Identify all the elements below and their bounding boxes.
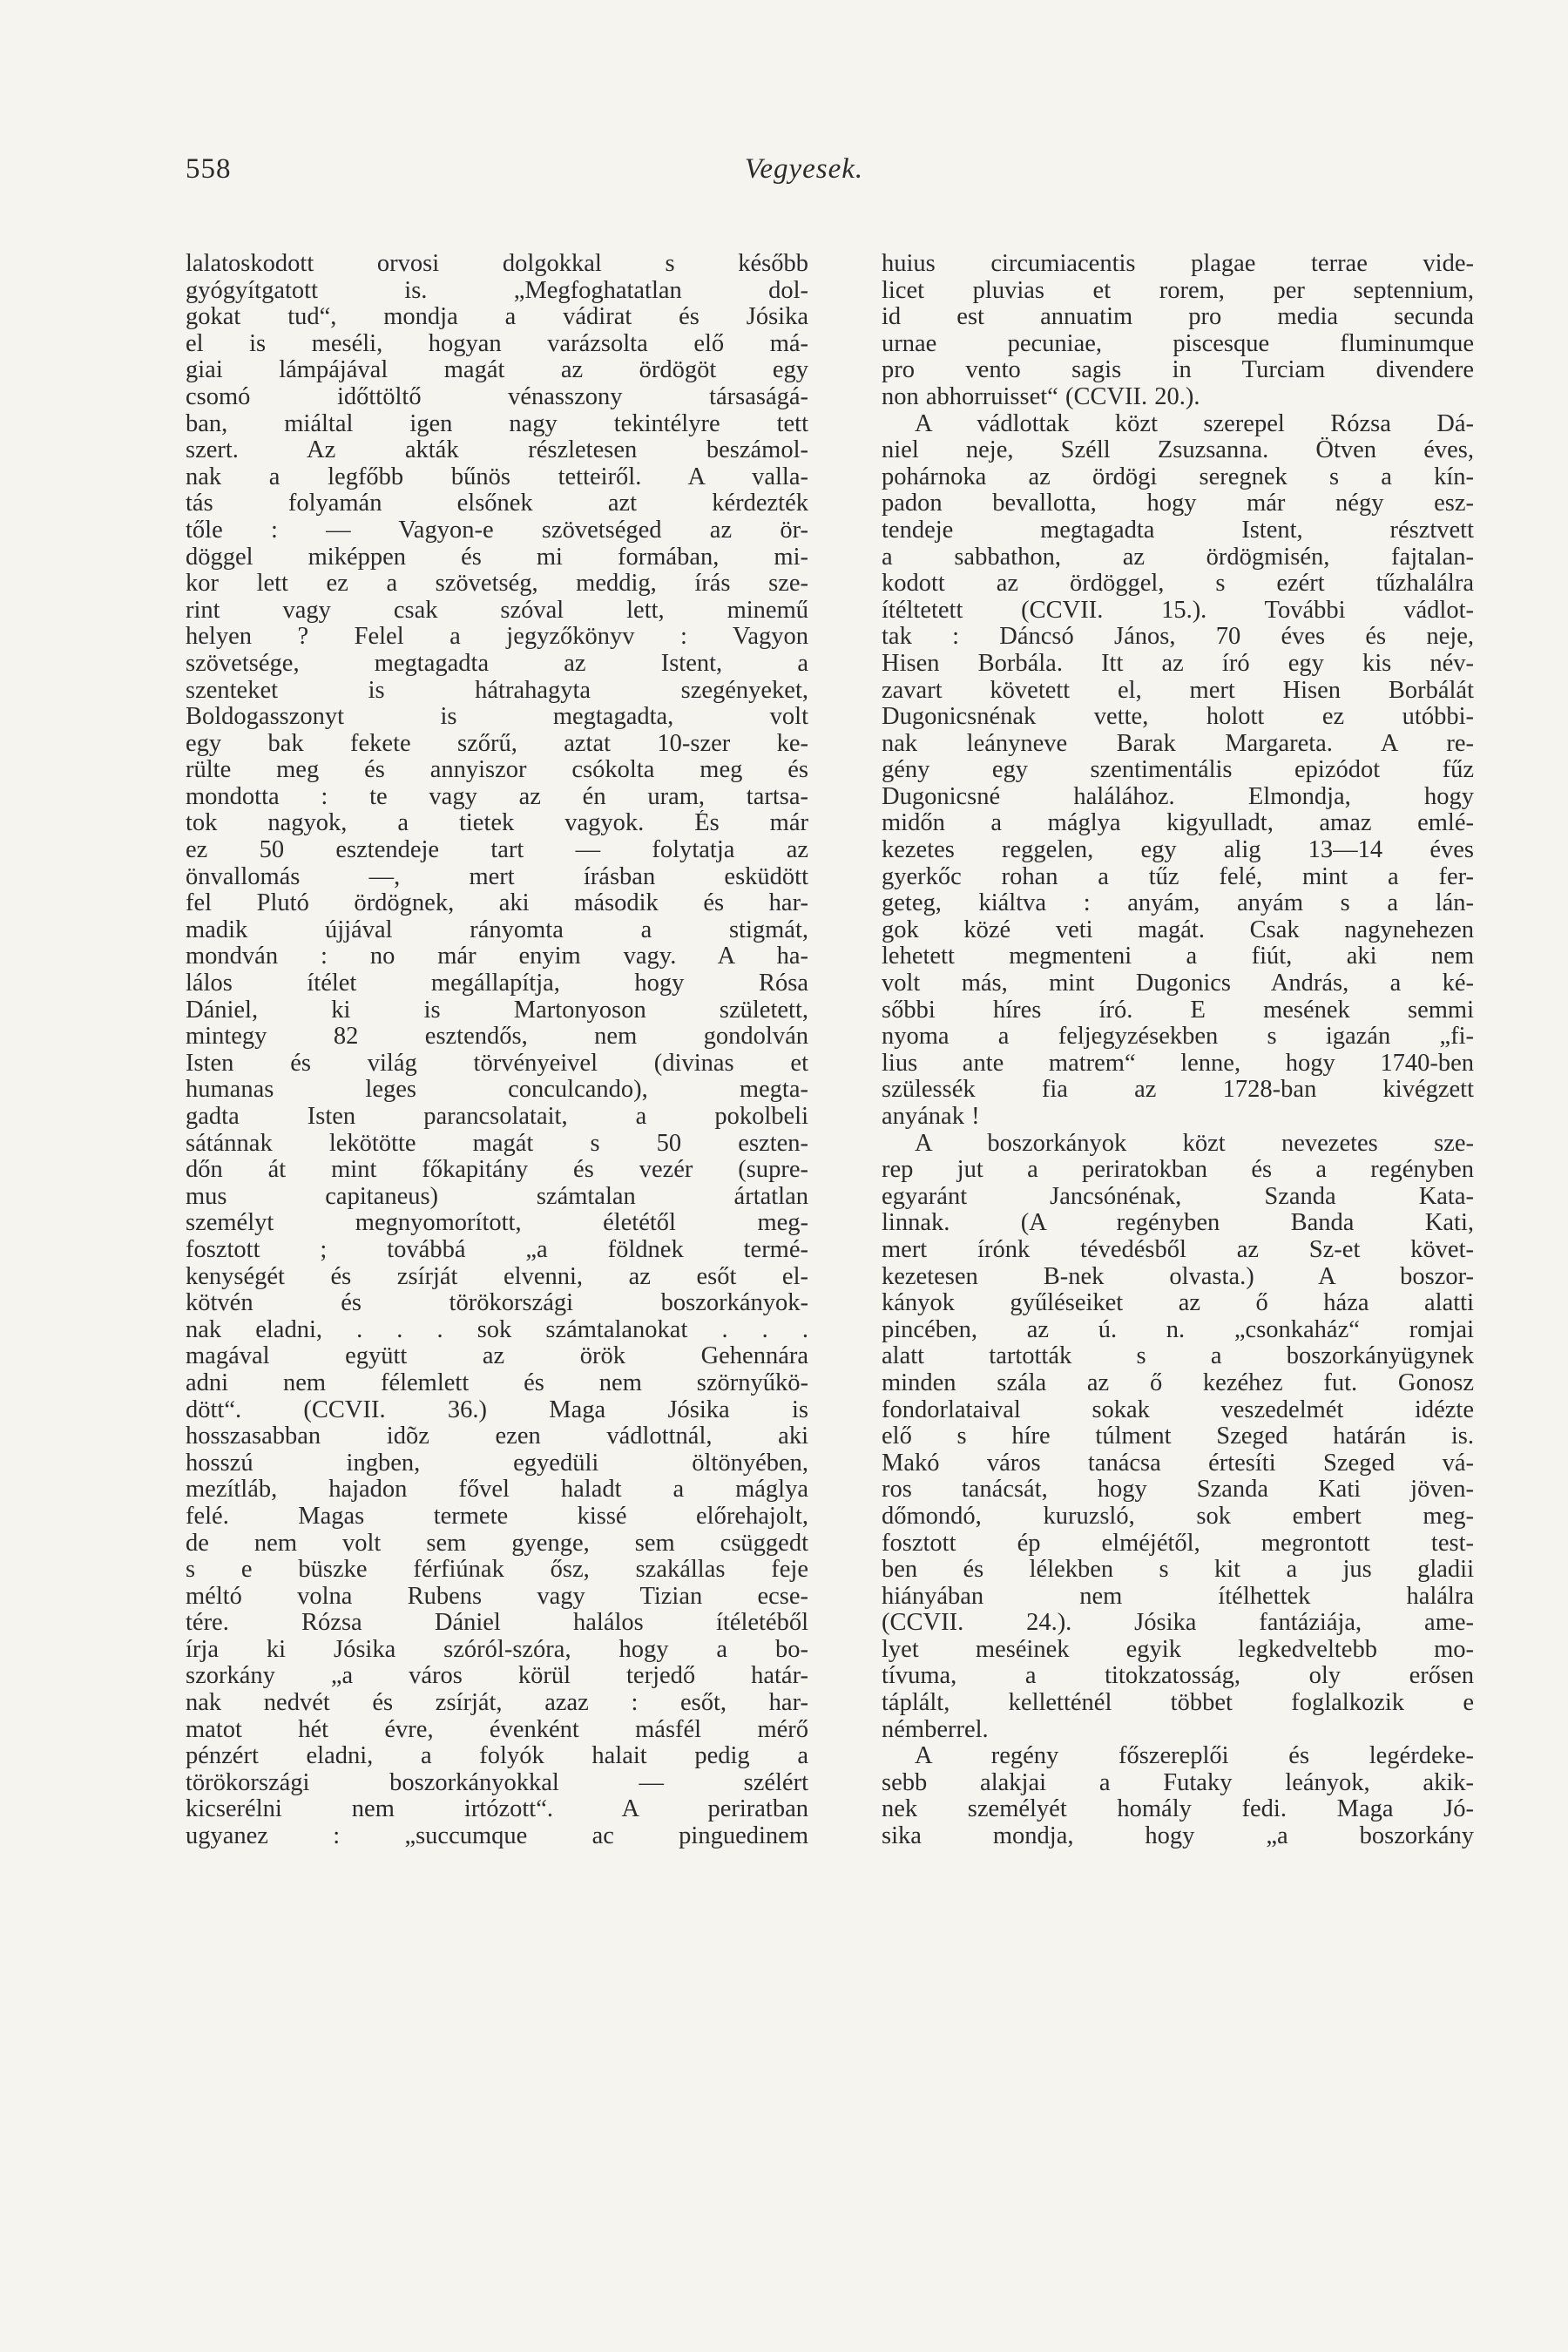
text-line: magával együtt az örök Gehennára (186, 1343, 808, 1370)
text-line: önvallomás —, mert írásban esküdött (186, 863, 808, 890)
text-line: gény egy szentimentális epizódot fűz (882, 757, 1474, 784)
text-line: A boszorkányok közt nevezetes sze- (915, 1130, 1474, 1157)
text-line: mus capitaneus) számtalan ártatlan (186, 1183, 808, 1210)
text-line: alatt tartották s a boszorkányügynek (882, 1343, 1474, 1370)
text-line: ítéltetett (CCVII. 15.). További vádlot- (882, 597, 1474, 624)
text-line: tőle : — Vagyon-e szövetséged az ör- (186, 517, 808, 544)
text-line: hiányában nem ítélhettek halálra (882, 1583, 1474, 1610)
text-line: lálos ítélet megállapítja, hogy Rósa (186, 970, 808, 997)
text-line: lehetett megmenteni a fiút, aki nem (882, 943, 1474, 970)
text-line: méltó volna Rubens vagy Tizian ecse- (186, 1583, 808, 1610)
text-line: egyaránt Jancsónénak, Szanda Kata- (882, 1183, 1474, 1210)
text-line: elő s híre túlment Szeged határán is. (882, 1423, 1474, 1450)
text-line: rülte meg és annyiszor csókolta meg és (186, 757, 808, 784)
text-line: matot hét évre, évenként másfél mérő (186, 1716, 808, 1743)
text-line: személyt megnyomorított, életétől meg- (186, 1210, 808, 1237)
text-line: nyoma a feljegyzésekben s igazán „fi- (882, 1024, 1474, 1051)
text-line: szövetsége, megtagadta az Istent, a (186, 650, 808, 677)
text-line: helyen ? Felel a jegyzőkönyv : Vagyon (186, 624, 808, 651)
text-line: minden szála az ő kezéhez fut. Gonosz (882, 1369, 1474, 1396)
text-line: ban, miáltal igen nagy tekintélyre tett (186, 410, 808, 437)
text-line: niel neje, Széll Zsuzsanna. Ötven éves, (882, 437, 1474, 464)
text-line: Makó város tanácsa értesíti Szeged vá- (882, 1450, 1474, 1477)
text-line: nak a legfőbb bűnös tetteiről. A valla- (186, 463, 808, 490)
text-line: humanas leges conculcando), megta- (186, 1077, 808, 1104)
right-text-column (882, 251, 1474, 1850)
text-line: el is meséli, hogyan varázsolta elő má- (186, 330, 808, 357)
text-line: mintegy 82 esztendős, nem gondolván (186, 1024, 808, 1051)
text-line: geteg, kiáltva : anyám, anyám s a lán- (882, 890, 1474, 917)
text-line: pro vento sagis in Turciam divendere (882, 357, 1474, 384)
text-line: egy bak fekete szőrű, aztat 10-szer ke- (186, 730, 808, 757)
text-line: gok közé veti magát. Csak nagynehezen (882, 916, 1474, 943)
text-line: kor lett ez a szövetség, meddig, írás sze- (186, 571, 808, 598)
text-line: ez 50 esztendeje tart — folytatja az (186, 837, 808, 864)
text-line: lyet meséinek egyik legkedveltebb mo- (882, 1636, 1474, 1663)
text-line: pénzért eladni, a folyók halait pedig a (186, 1743, 808, 1770)
running-title: Vegyesek. (744, 153, 864, 185)
text-line: kicserélni nem irtózott“. A periratban (186, 1796, 808, 1823)
text-line: rep jut a periratokban és a regényben (882, 1157, 1474, 1184)
text-line: némberrel. (882, 1716, 989, 1743)
text-line: pincében, az ú. n. „csonkaház“ romjai (882, 1316, 1474, 1343)
text-line: kötvén és törökországi boszorkányok- (186, 1290, 808, 1317)
text-line: törökországi boszorkányokkal — szélért (186, 1769, 808, 1796)
running-head (186, 153, 1423, 197)
text-line: szenteket is hátrahagyta szegényeket, (186, 677, 808, 704)
text-line: padon bevallotta, hogy már négy esz- (882, 490, 1474, 517)
text-line: urnae pecuniae, piscesque fluminumque (882, 330, 1474, 357)
text-line: mondván : no már enyim vagy. A ha- (186, 943, 808, 970)
text-line: döggel miképpen és mi formában, mi- (186, 544, 808, 571)
text-line: id est annuatim pro media secunda (882, 304, 1474, 331)
text-line: A vádlottak közt szerepel Rózsa Dá- (915, 410, 1474, 437)
text-line: nak nedvét és zsírját, azaz : esőt, har- (186, 1690, 808, 1717)
text-line: hosszasabban idõz ezen vádlottnál, aki (186, 1423, 808, 1450)
text-line: tok nagyok, a tietek vagyok. És már (186, 810, 808, 837)
text-line: giai lámpájával magát az ördögöt egy (186, 357, 808, 384)
text-line: írja ki Jósika szóról-szóra, hogy a bo- (186, 1636, 808, 1663)
text-line: nak leányneve Barak Margareta. A re- (882, 730, 1474, 757)
text-line: táplált, kelletténél többet foglalkozik e (882, 1690, 1474, 1717)
text-line: hosszú ingben, egyedüli öltönyében, (186, 1450, 808, 1477)
text-line: zavart követett el, mert Hisen Borbálát (882, 677, 1474, 704)
text-line: sebb alakjai a Futaky leányok, akik- (882, 1769, 1474, 1796)
text-line: linnak. (A regényben Banda Kati, (882, 1210, 1474, 1237)
text-line: tás folyamán elsőnek azt kérdezték (186, 490, 808, 517)
text-line: csomó időttöltő vénasszony társaságá- (186, 383, 808, 410)
text-line: ugyanez : „succumque ac pinguedinem (186, 1823, 808, 1850)
text-line: adni nem félemlett és nem szörnyűkö- (186, 1369, 808, 1396)
text-line: dőn át mint főkapitány és vezér (supre- (186, 1157, 808, 1184)
text-line: non abhorruisset“ (CCVII. 20.). (882, 383, 1200, 410)
text-line: szülessék fia az 1728-ban kivégzett (882, 1077, 1474, 1104)
text-line: volt más, mint Dugonics András, a ké- (882, 970, 1474, 997)
text-line: felé. Magas termete kissé előrehajolt, (186, 1503, 808, 1530)
text-line: tendeje megtagadta Istent, résztvett (882, 517, 1474, 544)
text-line: Dugonicsné halálához. Elmondja, hogy (882, 783, 1474, 810)
text-line: gyógyítgatott is. „Megfoghatatlan dol- (186, 277, 808, 304)
text-line: ben és lélekben s kit a jus gladii (882, 1557, 1474, 1584)
text-line: lalatoskodott orvosi dolgokkal s később (186, 251, 808, 277)
text-line: szorkány „a város körül terjedő határ- (186, 1663, 808, 1690)
text-line: dött“. (CCVII. 36.) Maga Jósika is (186, 1396, 808, 1423)
text-line: mondotta : te vagy az én uram, tartsa- (186, 783, 808, 810)
text-line: gokat tud“, mondja a vádirat és Jósika (186, 304, 808, 331)
text-line: Boldogasszonyt is megtagadta, volt (186, 704, 808, 731)
text-line: fosztott ép elméjétől, megrontott test- (882, 1530, 1474, 1557)
text-line: kenységét és zsírját elvenni, az esőt el- (186, 1263, 808, 1290)
text-line: rint vagy csak szóval lett, minemű (186, 597, 808, 624)
text-line: Hisen Borbála. Itt az író egy kis név- (882, 650, 1474, 677)
text-line: tak : Dáncsó János, 70 éves és neje, (882, 624, 1474, 651)
text-line: kezetesen B-nek olvasta.) A boszor- (882, 1263, 1474, 1290)
text-line: gadta Isten parancsolatait, a pokolbeli (186, 1104, 808, 1130)
text-line: Dugonicsnénak vette, holott ez utóbbi- (882, 704, 1474, 731)
text-line: dőmondó, kuruzsló, sok embert meg- (882, 1503, 1474, 1530)
text-line: sátánnak lekötötte magát s 50 eszten- (186, 1130, 808, 1157)
text-line: anyának ! (882, 1104, 980, 1130)
text-line: tívuma, a titokzatosság, oly erősen (882, 1663, 1474, 1690)
text-line: kányok gyűléseiket az ő háza alatti (882, 1290, 1474, 1317)
page-number: 558 (186, 153, 232, 185)
text-line: sőbbi híres író. E mesének semmi (882, 997, 1474, 1024)
text-line: A regény főszereplői és legérdeke- (915, 1743, 1474, 1770)
text-line: (CCVII. 24.). Jósika fantáziája, ame- (882, 1610, 1474, 1637)
text-line: Isten és világ törvényeivel (divinas et (186, 1050, 808, 1077)
text-line: sika mondja, hogy „a boszorkány (882, 1823, 1474, 1850)
text-line: ros tanácsát, hogy Szanda Kati jöven- (882, 1477, 1474, 1504)
text-line: a sabbathon, az ördögmisén, fajtalan- (882, 544, 1474, 571)
text-line: kezetes reggelen, egy alig 13—14 éves (882, 837, 1474, 864)
text-line: madik újjával rányomta a stigmát, (186, 916, 808, 943)
text-line: de nem volt sem gyenge, sem csüggedt (186, 1530, 808, 1557)
text-line: huius circumiacentis plagae terrae vide- (882, 251, 1474, 277)
text-line: fosztott ; továbbá „a földnek termé- (186, 1236, 808, 1263)
text-line: gyerkőc rohan a tűz felé, mint a fer- (882, 863, 1474, 890)
text-line: tére. Rózsa Dániel halálos ítéletéből (186, 1610, 808, 1637)
text-line: pohárnoka az ördögi seregnek s a kín- (882, 463, 1474, 490)
text-line: Dániel, ki is Martonyoson született, (186, 997, 808, 1024)
text-line: mert írónk tévedésből az Sz-et követ- (882, 1236, 1474, 1263)
text-line: nek személyét homály fedi. Maga Jó- (882, 1796, 1474, 1823)
text-line: licet pluvias et rorem, per septennium, (882, 277, 1474, 304)
text-line: nak eladni, . . . sok számtalanokat . . . (186, 1316, 808, 1343)
text-line: mezítláb, hajadon fővel haladt a máglya (186, 1477, 808, 1504)
text-line: szert. Az akták részletesen beszámol- (186, 437, 808, 464)
text-line: fel Plutó ördögnek, aki második és har- (186, 890, 808, 917)
text-line: midőn a máglya kigyulladt, amaz emlé- (882, 810, 1474, 837)
text-line: lius ante matrem“ lenne, hogy 1740-ben (882, 1050, 1474, 1077)
left-text-column (186, 251, 808, 1850)
text-line: kodott az ördöggel, s ezért tűzhalálra (882, 571, 1474, 598)
text-line: fondorlataival sokak veszedelmét idézte (882, 1396, 1474, 1423)
text-line: s e büszke férfiúnak ősz, szakállas feje (186, 1557, 808, 1584)
